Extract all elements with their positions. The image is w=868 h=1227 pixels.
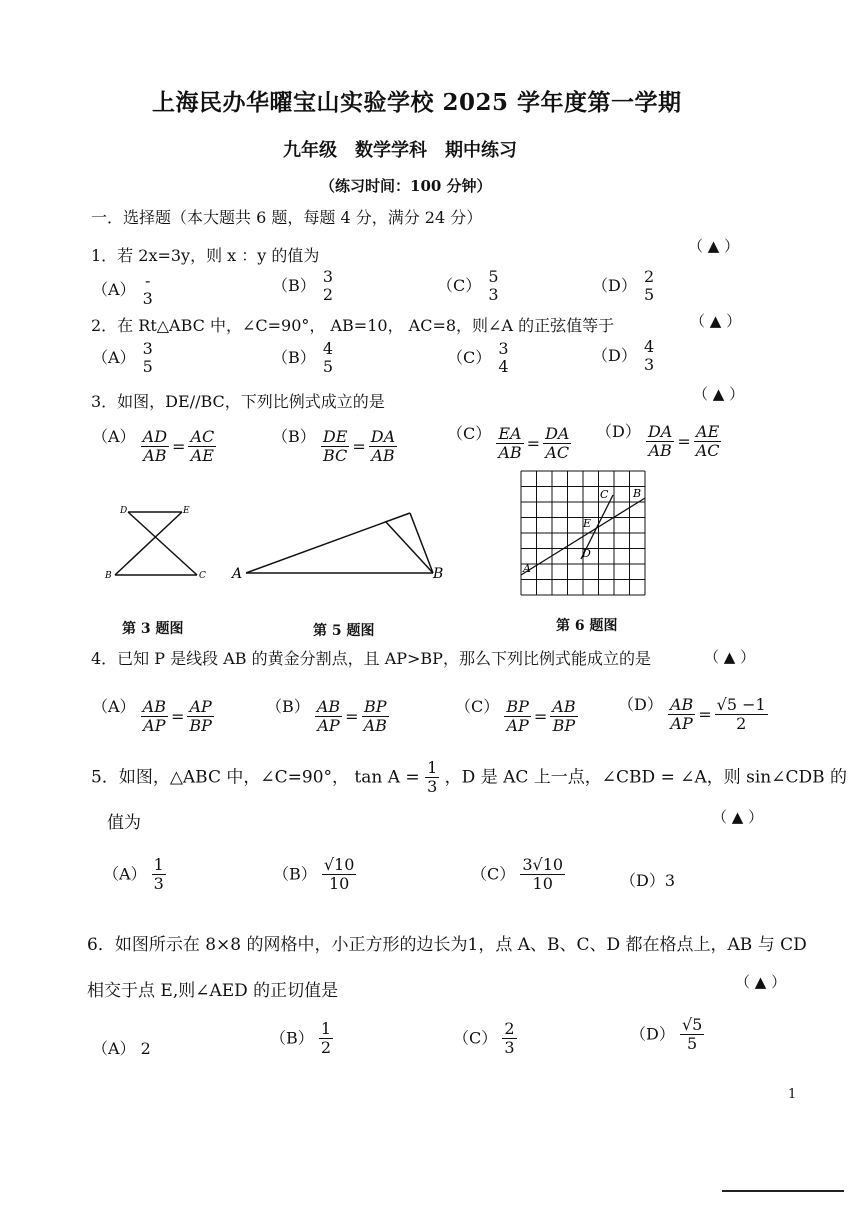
fig5-db-segment [386,522,433,573]
q3-stem: 3．如图，DE//BC，下列比例式成立的是 [91,392,385,411]
fig5-label-b: B [433,566,444,582]
fig5-caption: 第 5 题图 [313,623,375,639]
q5-option-b [273,856,356,894]
q6-option-c [453,1020,517,1058]
q4-answer-mark: （ ▲ ） [704,648,756,666]
footer-rule [722,1190,844,1192]
q6-b-label: （B） [270,1028,314,1048]
q4-stem: 4．已知 P 是线段 AB 的黄金分割点，且 AP>BP，那么下列比例式能成立的是 [91,649,651,668]
q1-c-fraction: 5 3 [488,267,499,305]
q1-option-a [92,272,155,309]
fig6-grid-lines [521,471,645,595]
q5-c-fraction: $\frac{3√10}{10}$ [522,855,564,894]
exam-time: （练习时间：100 分钟） [320,177,492,195]
q3-c-label: （C） [447,424,492,443]
figure-6-grid [518,468,648,598]
q5-stem-part1: 5．如图，△ABC 中，∠C=90°， tan A = [91,767,420,788]
q3-option-d: （D） $\frac{DA}{AB}$ = $\frac{AE}{AC}$ [596,422,720,461]
q5-b-fraction: $\frac{√10}{10}$ [323,855,355,894]
q5-answer-mark: （ ▲ ） [712,808,764,826]
q4-d-label: （D） [618,695,663,714]
q2-d-fraction: 4 3 [643,337,655,375]
fig3-label-d: D [120,506,128,516]
q4-option-d: （D） $\frac{AB}{AP}$ = $\frac{√5 -1}{2}$ [618,695,766,734]
fig5-label-a: A [232,566,243,582]
q4-c-label: （C） [455,697,500,716]
fig3-label-c: C [199,571,206,581]
q1-d-label: （D） [592,275,637,295]
q4-a-label: （A） [92,697,136,716]
q6-stem-line1: 6．如图所示在 8×8 的网格中，小正方形的边长为1，点 A、B、C、D 都在格点上，AB 与 CD [87,935,807,955]
q4-option-c: （C） $\frac{BP}{AP}$ = $\frac{AB}{BP}$ [455,697,576,736]
fig3-eb-segment [115,512,182,575]
exam-subtitle: 九年级 数学学科 期中练习 [283,140,517,161]
q5-option-d: （D）3 [620,871,676,890]
q2-b-label: （B） [272,347,316,367]
q2-a-label: （A） [92,347,136,367]
q5-stem-part2: ，D 是 AC 上一点，∠CBD = ∠A，则 sin∠CDB 的 [444,767,848,788]
q3-option-a: （A） $\frac{AD}{AB}$ = $\frac{AC}{AE}$ [92,427,215,466]
fig6-label-d: D [582,547,591,560]
q2-option-d [592,338,656,375]
q2-answer-mark: （ ▲ ） [690,312,742,330]
fig3-label-b: B [105,571,112,581]
section-heading: 一．选择题（本大题共 6 题，每题 4 分，满分 24 分） [91,208,483,227]
q2-d-label: （D） [592,345,637,365]
fig5-ac-segment [246,513,410,573]
fig3-dc-segment [128,512,197,575]
fig6-label-a: A [523,562,531,575]
fig6-label-c: C [600,488,609,501]
q1-b-fraction: 3 2 [322,267,334,305]
q6-c-label: （C） [453,1028,498,1048]
q5-tan-fraction: $\frac{1}{3}$ [427,758,438,797]
q1-b-label: （B） [272,275,316,295]
q3-a-label: （A） [92,427,136,446]
q2-c-label: （C） [447,347,492,367]
q2-option-c [447,340,511,377]
q2-c-fraction: 3 4 [498,339,509,377]
q5-b-label: （B） [273,864,317,884]
q5-a-fraction: $\frac{1}{3}$ [153,855,164,894]
figure-3 [100,500,215,585]
q4-b-label: （B） [266,697,310,716]
page-number: 1 [788,1087,797,1102]
q2-option-b [272,340,335,377]
q2-option-a [92,340,155,377]
q5-option-a [103,856,166,894]
q5-c-label: （C） [471,864,516,884]
q4-option-a: （A） $\frac{AB}{AP}$ = $\frac{AP}{BP}$ [92,697,212,736]
fig3-label-e: E [183,506,190,516]
fig3-caption: 第 3 题图 [122,621,184,637]
q2-stem: 2．在 Rt△ABC 中，∠C=90°， AB=10， AC=8，则∠A 的正弦值等于 [91,316,615,335]
fig5-cb-segment [410,513,433,573]
q6-d-label: （D） [630,1024,675,1044]
q6-answer-mark: （ ▲ ） [735,973,787,991]
q1-option-b [272,268,335,305]
q1-c-label: （C） [437,275,482,295]
q5-option-c [471,856,565,894]
q6-option-b [270,1020,333,1058]
q1-a-fraction: - 3 [142,271,153,309]
q3-b-label: （B） [272,427,316,446]
q1-stem: 1．若 2x=3y，则 x ：y 的值为 [91,246,320,265]
q1-answer-mark: （ ▲ ） [688,237,740,255]
fig6-label-e: E [583,517,592,530]
q2-b-fraction: 4 5 [322,339,334,377]
q4-option-b: （B） $\frac{AB}{AP}$ = $\frac{BP}{AB}$ [266,697,387,736]
q6-stem-line2: 相交于点 E,则∠AED 的正切值是 [87,981,339,1001]
q1-option-d [592,268,656,305]
fig6-caption: 第 6 题图 [556,618,618,634]
q2-a-fraction: 3 5 [142,339,153,377]
q6-option-d [630,1016,704,1054]
q5-stem-line1 [91,759,847,797]
q1-d-fraction: 2 5 [643,267,655,305]
q5-a-label: （A） [103,864,147,884]
q1-option-c [437,268,501,305]
q3-answer-mark: （ ▲ ） [693,385,745,403]
q3-option-c: （C） $\frac{EA}{AB}$ = $\frac{DA}{AC}$ [447,424,570,463]
q3-option-b: （B） $\frac{DE}{BC}$ = $\frac{DA}{AB}$ [272,427,396,466]
q5-stem-line2: 值为 [107,813,141,833]
q1-a-label: （A） [92,279,136,299]
exam-title: 上海民办华曜宝山实验学校 2025 学年度第一学期 [152,89,682,116]
q6-option-a: （A） 2 [92,1039,151,1058]
q6-b-fraction: $\frac{1}{2}$ [320,1019,332,1058]
q6-d-fraction: $\frac{√5}{5}$ [681,1015,703,1054]
q3-d-label: （D） [596,422,641,441]
fig6-label-b: B [633,487,642,500]
figure-5 [228,505,448,585]
q6-c-fraction: $\frac{2}{3}$ [504,1019,515,1058]
